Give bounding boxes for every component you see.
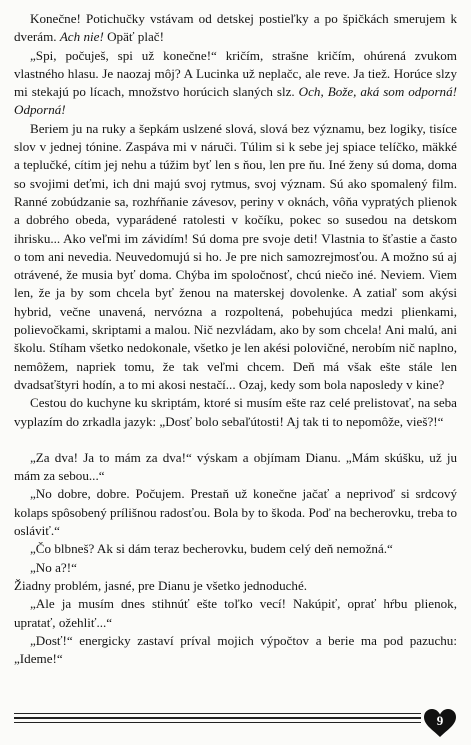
text-segment: „No dobre, dobre. Počujem. Prestaň už konečne jačať a neprivoď si srdcový kolaps spôsobený prílišnou radosťou. Bola by to škoda. Poď na becherovku, treba to osláviť.“ bbox=[14, 486, 457, 539]
italic-text: Och, Bože, aká som odporná! Odporná! bbox=[14, 84, 457, 118]
paragraph-p2 bbox=[14, 47, 457, 120]
text-segment: „Dosť!“ energicky zastaví príval mojich výpočtov a berie ma pod pazuchu: „Ideme!“ bbox=[14, 632, 457, 667]
text-segment: „Ale ja musím dnes stihnúť ešte toľko vecí! Nakúpiť, oprať hŕbu plienok, upratať, ožehliť...“ bbox=[14, 596, 457, 630]
text-segment: Opäť plač! bbox=[103, 29, 164, 45]
paragraph-p7 bbox=[14, 540, 457, 558]
paragraph-p10 bbox=[14, 595, 457, 632]
text-segment: Žiadny problém, jasné, pre Dianu je všetko jednoduché. bbox=[14, 577, 308, 593]
text-segment: „Čo blbneš? Ak si dám teraz becherovku, budem celý deň nemožná.“ bbox=[30, 541, 393, 557]
footer-rule-bottom bbox=[14, 722, 421, 723]
footer-rule-top bbox=[14, 713, 421, 714]
text-segment: Konečne! Potichučky vstávam od detskej postieľky a po špičkách smerujem k dverám. bbox=[14, 11, 457, 45]
italic-text: Ach nie! bbox=[59, 29, 104, 45]
page-footer bbox=[14, 708, 457, 738]
heart-icon bbox=[423, 708, 457, 738]
paragraph-p4 bbox=[14, 394, 457, 431]
paragraph-p8 bbox=[14, 559, 457, 577]
paragraph-p6 bbox=[14, 485, 457, 540]
page-number: 9 bbox=[436, 713, 444, 728]
text-segment: „Spi, počuješ, spi už konečne!“ kričím, strašne kričím, ohúrená zvukom vlastného hlasu. Je naozaj môj? A Lucinka už neplačc, ale reve. Ja tiež. Horúce slzy mi stekajú po lícach, množstvo horúcich slaných slz. bbox=[14, 47, 457, 100]
footer-rule-middle bbox=[14, 717, 421, 719]
paragraph-p3 bbox=[14, 120, 457, 394]
paragraph-p11 bbox=[14, 632, 457, 669]
text-segment: „Za dva! Ja to mám za dva!“ výskam a objímam Dianu. „Mám skúšku, už ju mám za sebou...“ bbox=[14, 449, 457, 484]
text-segment: Cestou do kuchyne ku skriptám, ktoré si musím ešte raz celé prelistovať, na seba vyplazím do zrkadla jazyk: „Dosť bolo sebaľútosti! Aj tak ti to nepomôže, vieš?!“ bbox=[14, 395, 457, 429]
paragraph-p1 bbox=[14, 10, 457, 47]
paragraph-p5 bbox=[14, 449, 457, 486]
text-segment: „No a?!“ bbox=[30, 559, 77, 575]
page-text bbox=[14, 10, 457, 668]
text-segment: Beriem ju na ruky a šepkám uslzené slová, slová bez významu, bez logiky, tisíce slov v jednej tónine. Zaspáva mi v náruči. Túlim si k sebe jej spiace telíčko, mäkké a teplučké, cítim jej nehu a túžim byť len s ňou, len pre ňu. Iné ženy sú doma, doma so svojimi deťmi, ich dni majú svoj rytmus, svoj význam. Sú ako spomalený film. Ranné zobúdzanie sa, rozhŕňanie závesov, periny v oknách, vôňa vypratých plienok a dobrého obeda, vyparádené ratolesti v kočíku, pokec so susedou na detskom ihrisku... Ako veľmi im závidím! Sú doma pre svoje deti! Vlastnia to šťastie a často o tom ani nevedia. Neuvedomujú si ho. Je pre nich samozrejmosťou. A možno sú aj otrávené, že musia byť doma. Chýba im spoločnosť, chcú niečo iné. Neviem. Viem len, že ja by som chcela byť ženou na materskej dovolenke. A zatiaľ som akýsi hybrid, večne unavená, nervózna a rozpoltená, pobehujúca medzi plienkami, polievočkami, skriptami a malou. Nič nezvládam, ako by som chcela! Ani malú, ani školu. Stíham všetko nedokonale, všetko je len akési polovičné, nerobím nič naplno, nemôžem, napriek tomu, že tak veľmi chcem. Deň má však ešte stále len dvadsaťštyri hodín, a to mi akosi nestačí... Ozaj, kedy som bola naposledy v kine? bbox=[14, 120, 457, 392]
paragraph-p9 bbox=[14, 577, 457, 595]
